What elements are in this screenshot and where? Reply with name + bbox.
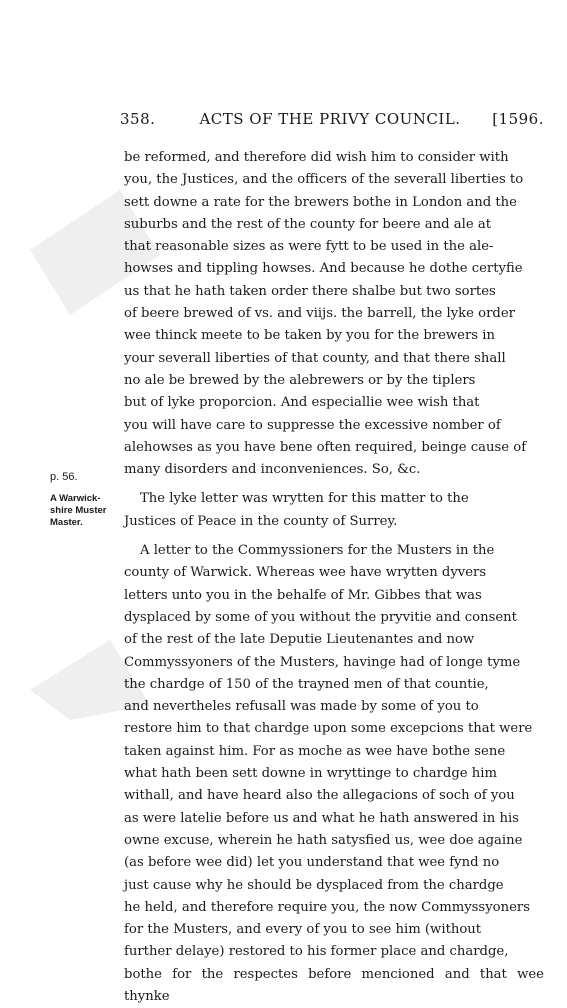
text-line: and nevertheles refusall was made by some of you to: [124, 699, 479, 715]
text-line: he held, and therefore require you, the now Commyssyoners: [124, 899, 530, 915]
text-line: that reasonable sizes as were fytt to be used in the ale-: [124, 239, 494, 255]
text-line: letters unto you in the behalfe of Mr. Gibbes that was: [124, 587, 482, 603]
text-line: Justices of Peace in the county of Surrey.: [124, 513, 398, 529]
text-line: of the rest of the late Deputie Lieutenantes and now: [124, 632, 475, 648]
text-line: us that he hath taken order there shalbe but two sortes: [124, 283, 496, 299]
text-line: suburbs and the rest of the county for beere and ale at: [124, 216, 491, 232]
text-line: sett downe a rate for the brewers bothe in London and the: [124, 194, 517, 210]
paragraph-gap: [124, 481, 544, 488]
margin-note-line: A Warwick-: [50, 493, 101, 504]
text-line: alehowses as you have bene often required, beinge cause of: [124, 439, 527, 455]
text-line: you, the Justices, and the officers of the severall liberties to: [124, 172, 524, 188]
text-line: howses and tippling howses. And because he dothe certyfie: [124, 261, 523, 277]
text-line: owne excuse, wherein he hath satysfied us, wee doe againe: [124, 832, 523, 848]
text-line: taken against him. For as moche as wee have bothe sene: [124, 743, 506, 759]
text-line: you will have care to suppresse the excessive nomber of: [124, 417, 501, 433]
body-text: [124, 147, 544, 1008]
text-line: A letter to the Commyssioners for the Musters in the: [140, 543, 495, 559]
paragraph: [124, 147, 544, 481]
text-line: (as before wee did) let you understand that wee fynd no: [124, 855, 500, 871]
text-line: no ale be brewed by the alebrewers or by the tiplers: [124, 372, 476, 388]
text-line: the chardge of 150 of the trayned men of that countie,: [124, 676, 489, 692]
text-line: wee thinck meete to be taken by you for the brewers in: [124, 328, 495, 344]
text-line: of beere brewed of vs. and viijs. the barrell, the lyke order: [124, 306, 515, 322]
text-line: bothe for the respectes before mencioned and that wee thynke: [124, 966, 544, 1004]
year-marker: [1596.: [492, 110, 544, 128]
text-line: what hath been sett downe in wryttinge to chardge him: [124, 766, 497, 782]
text-line: The lyke letter was wrytten for this matter to the: [140, 491, 469, 507]
text-line: your severall liberties of that county, and that there shall: [124, 350, 506, 366]
text-line: just cause why he should be dysplaced from the chardge: [124, 877, 504, 893]
text-line: but of lyke proporcion. And especiallie wee wish that: [124, 395, 480, 411]
paragraph: [124, 540, 544, 1008]
text-line: restore him to that chardge upon some excepcions that were: [124, 721, 533, 737]
text-line: county of Warwick. Whereas wee have wrytten dyvers: [124, 565, 487, 581]
text-line: further delaye) restored to his former place and chardge,: [124, 944, 509, 960]
text-line: be reformed, and therefore did wish him to consider with: [124, 150, 509, 165]
text-line: many disorders and inconveniences. So, &c.: [124, 462, 421, 478]
margin-note: [50, 493, 120, 529]
text-line: for the Musters, and every of you to see him (without: [124, 922, 482, 938]
paragraph-gap: [124, 533, 544, 540]
text-line: as were latelie before us and what he hath answered in his: [124, 810, 519, 826]
text-line: dysplaced by some of you without the pryvitie and consent: [124, 609, 517, 625]
text-line: Commyssyoners of the Musters, havinge had of longe tyme: [124, 654, 521, 670]
text-line: withall, and have heard also the allegacions of soch of you: [124, 788, 515, 804]
margin-page-ref: p. 56.: [50, 471, 78, 483]
running-title: ACTS OF THE PRIVY COUNCIL.: [199, 110, 461, 128]
paragraph: [124, 488, 544, 533]
page-number: 358.: [120, 110, 156, 128]
margin-note-line: Master.: [50, 517, 83, 528]
margin-note-line: shire Muster: [50, 505, 107, 516]
